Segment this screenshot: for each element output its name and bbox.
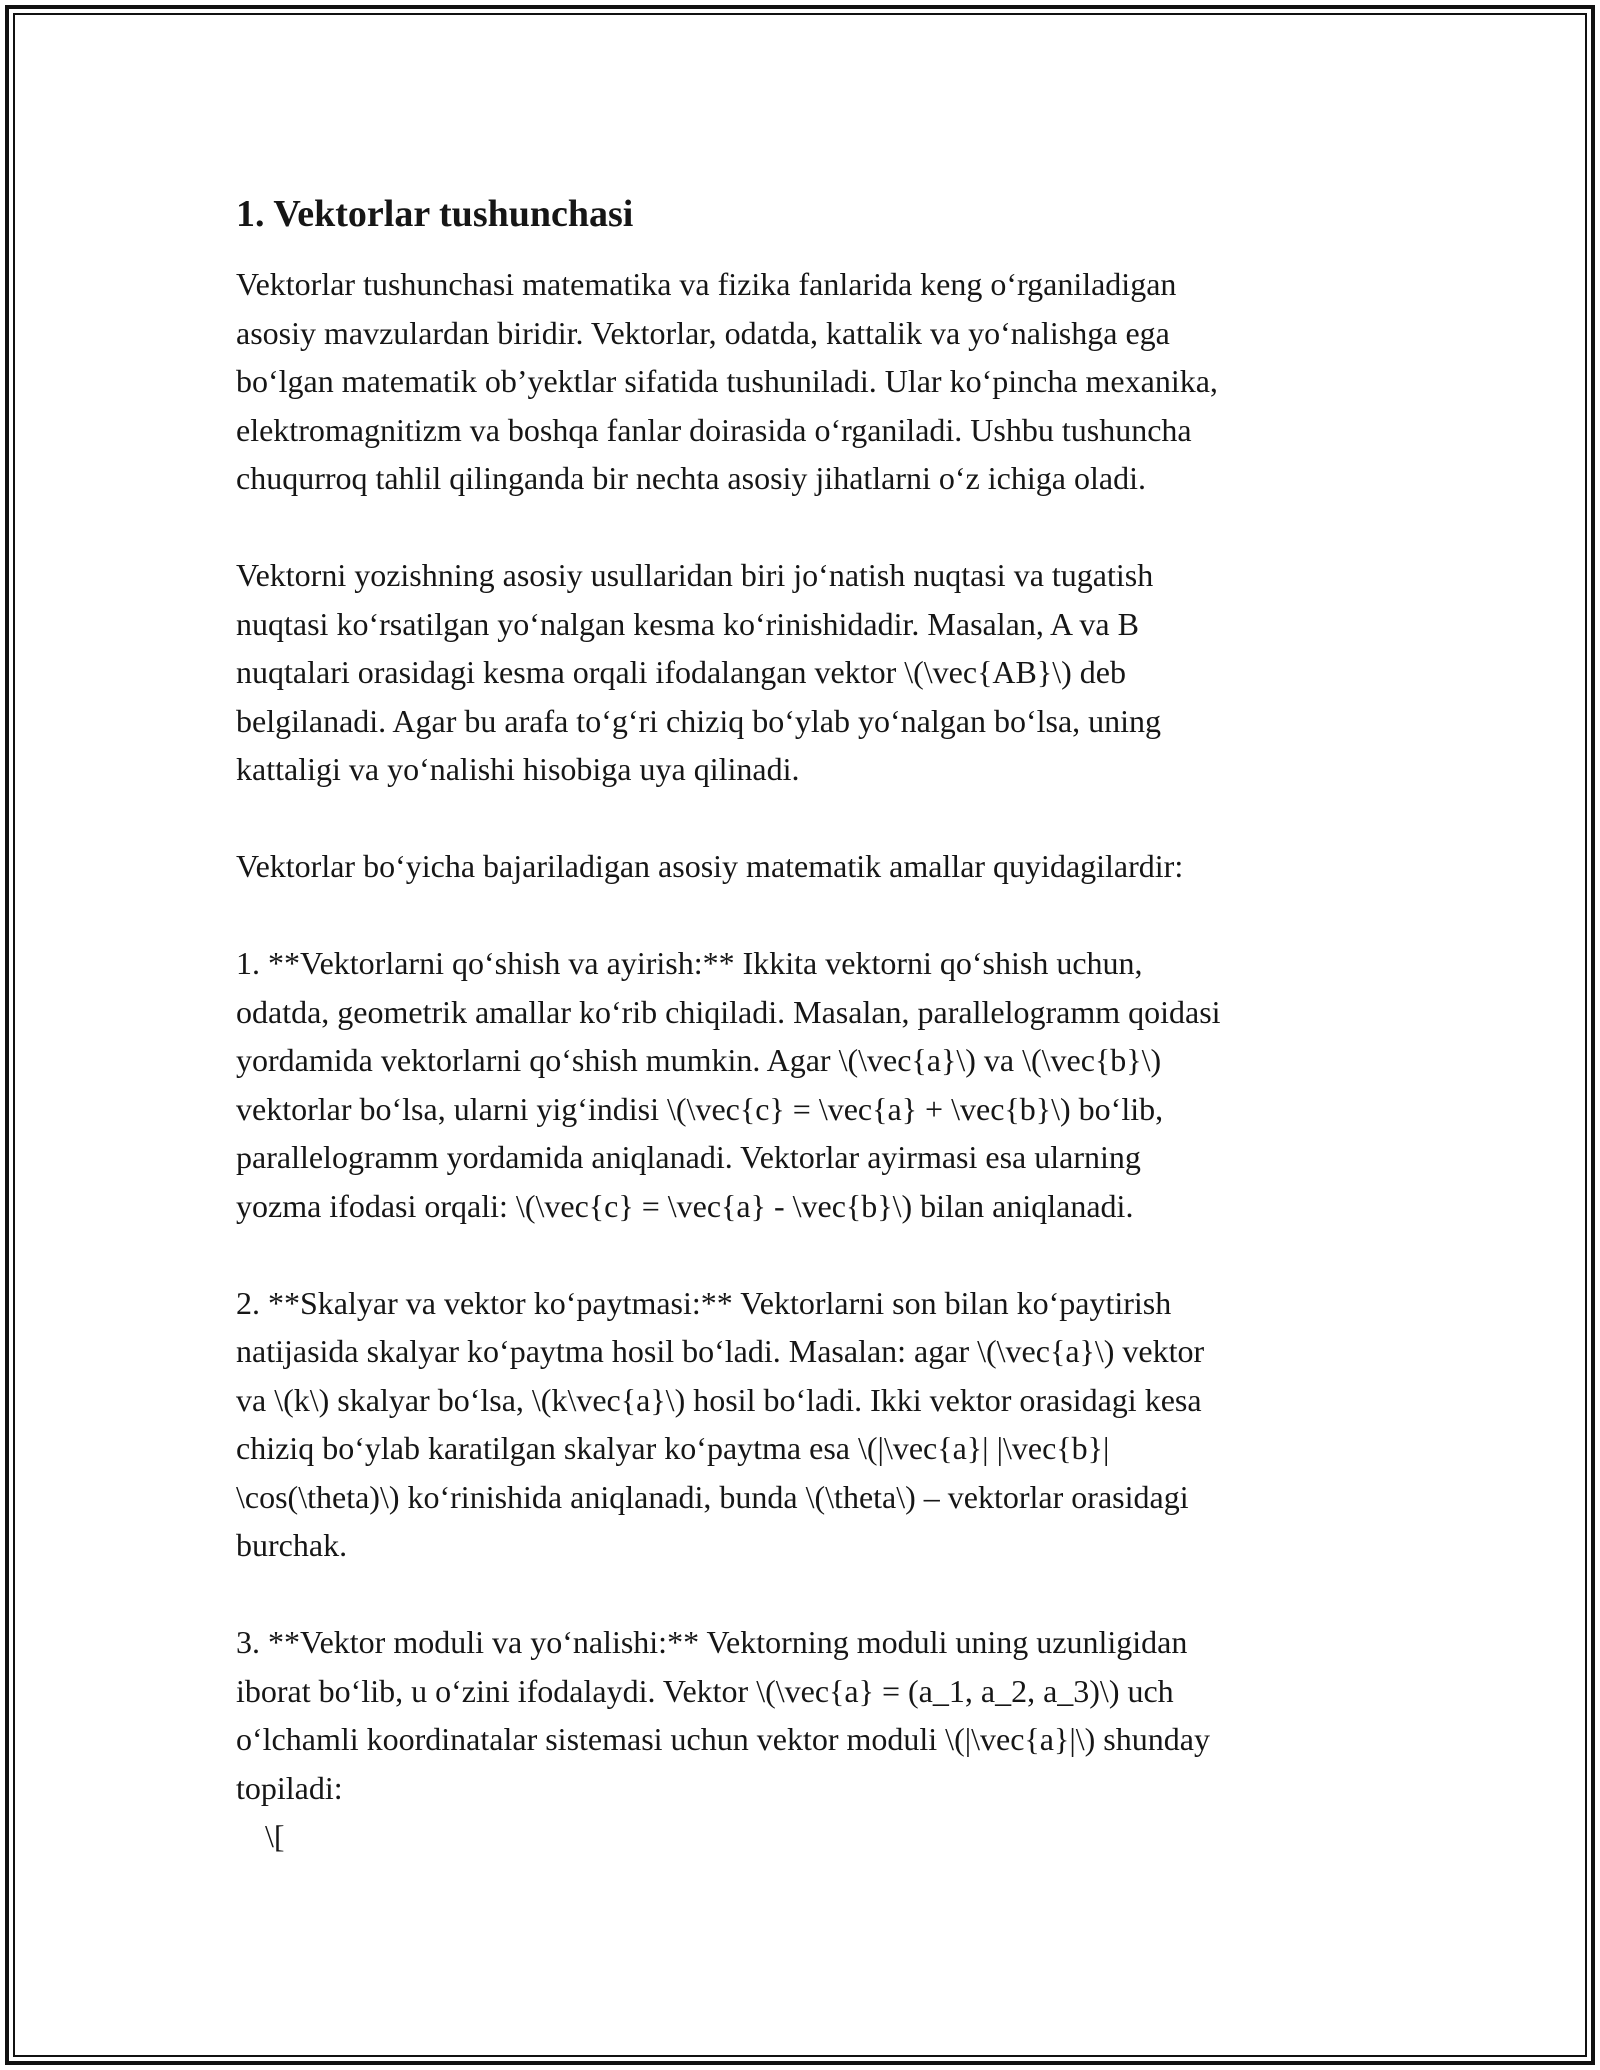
text-line: yordamida vektorlarni qoʻshish mumkin. Agar \(\vec{a}\) va \(\vec{b}\)	[236, 1042, 1162, 1078]
list-item-modulus	[236, 1618, 1376, 1812]
text-line: chuqurroq tahlil qilinganda bir nechta asosiy jihatlarni oʻz ichiga oladi.	[236, 460, 1146, 496]
text-line: odatda, geometrik amallar koʻrib chiqiladi. Masalan, parallelogramm qoidasi	[236, 993, 1221, 1030]
text-line: iborat boʻlib, u oʻzini ifodalaydi. Vektor \(\vec{a} = (a_1, a_2, a_3)\) uch	[236, 1672, 1174, 1709]
text-line: burchak.	[236, 1527, 348, 1563]
text-line: natijasida skalyar koʻpaytma hosil boʻladi. Masalan: agar \(\vec{a}\) vektor	[236, 1333, 1205, 1369]
list-item-product	[236, 1279, 1376, 1570]
text-line: belgilanadi. Agar bu arafa toʻgʻri chiziq boʻylab yoʻnalgan boʻlsa, uning	[236, 702, 1162, 739]
document-body	[236, 184, 1376, 1861]
paragraph-intro	[236, 260, 1376, 503]
text-line: parallelogramm yordamida aniqlanadi. Vektorlar ayirmasi esa ularning	[236, 1139, 1141, 1175]
text-line: boʻlgan matematik obʼyektlar sifatida tushuniladi. Ular koʻpincha mexanika,	[236, 363, 1218, 399]
text-line: topiladi:	[236, 1769, 343, 1806]
text-line: kattaligi va yoʻnalishi hisobiga uya qilinadi.	[236, 751, 800, 787]
paragraph-notation	[236, 551, 1376, 794]
text-line: vektorlar boʻlsa, ularni yigʻindisi \(\vec{c} = \vec{a} + \vec{b}\) boʻlib,	[236, 1090, 1164, 1127]
text-line: nuqtasi koʻrsatilgan yoʻnalgan kesma koʻrinishidadir. Masalan, A va B	[236, 605, 1139, 642]
section-heading: 1. Vektorlar tushunchasi	[236, 193, 634, 235]
text-line: chiziq boʻylab karatilgan skalyar koʻpaytma esa \(|\vec{a}| |\vec{b}|	[236, 1430, 1110, 1466]
text-line: yozma ifodasi orqali: \(\vec{c} = \vec{a} - \vec{b}\) bilan aniqlanadi.	[236, 1187, 1134, 1224]
text-line: Vektorlar tushunchasi matematika va fizika fanlarida keng oʻrganiladigan	[236, 266, 1177, 302]
text-line: Vektorlar boʻyicha bajariladigan asosiy matematik amallar quyidagilardir:	[236, 848, 1184, 884]
text-line: asosiy mavzulardan biridir. Vektorlar, odatda, kattalik va yoʻnalishga ega	[236, 314, 1170, 351]
text-line: va \(k\) skalyar boʻlsa, \(k\vec{a}\) hosil boʻladi. Ikki vektor orasidagi kesa	[236, 1381, 1202, 1418]
text-line: Vektorni yozishning asosiy usullaridan biri joʻnatish nuqtasi va tugatish	[236, 557, 1154, 593]
text-line: oʻlchamli koordinatalar sistemasi uchun vektor moduli \(|\vec{a}|\) shunday	[236, 1721, 1210, 1757]
text-line: 1. **Vektorlarni qoʻshish va ayirish:** Ikkita vektorni qoʻshish uchun,	[236, 945, 1143, 981]
text-line: 2. **Skalyar va vektor koʻpaytmasi:** Vektorlarni son bilan koʻpaytirish	[236, 1284, 1172, 1321]
text-line: 3. **Vektor moduli va yoʻnalishi:** Vektorning moduli uning uzunligidan	[236, 1624, 1188, 1660]
list-item-addition	[236, 939, 1376, 1230]
math-block-open: \[	[265, 1818, 285, 1854]
text-line: elektromagnitizm va boshqa fanlar doirasida oʻrganiladi. Ushbu tushuncha	[236, 411, 1192, 448]
text-line: nuqtalari orasidagi kesma orqali ifodalangan vektor \(\vec{AB}\) deb	[236, 654, 1126, 690]
paragraph-operations-intro	[236, 842, 1376, 891]
text-line: \cos(\theta)\) koʻrinishida aniqlanadi, bunda \(\theta\) – vektorlar orasidagi	[236, 1478, 1189, 1515]
